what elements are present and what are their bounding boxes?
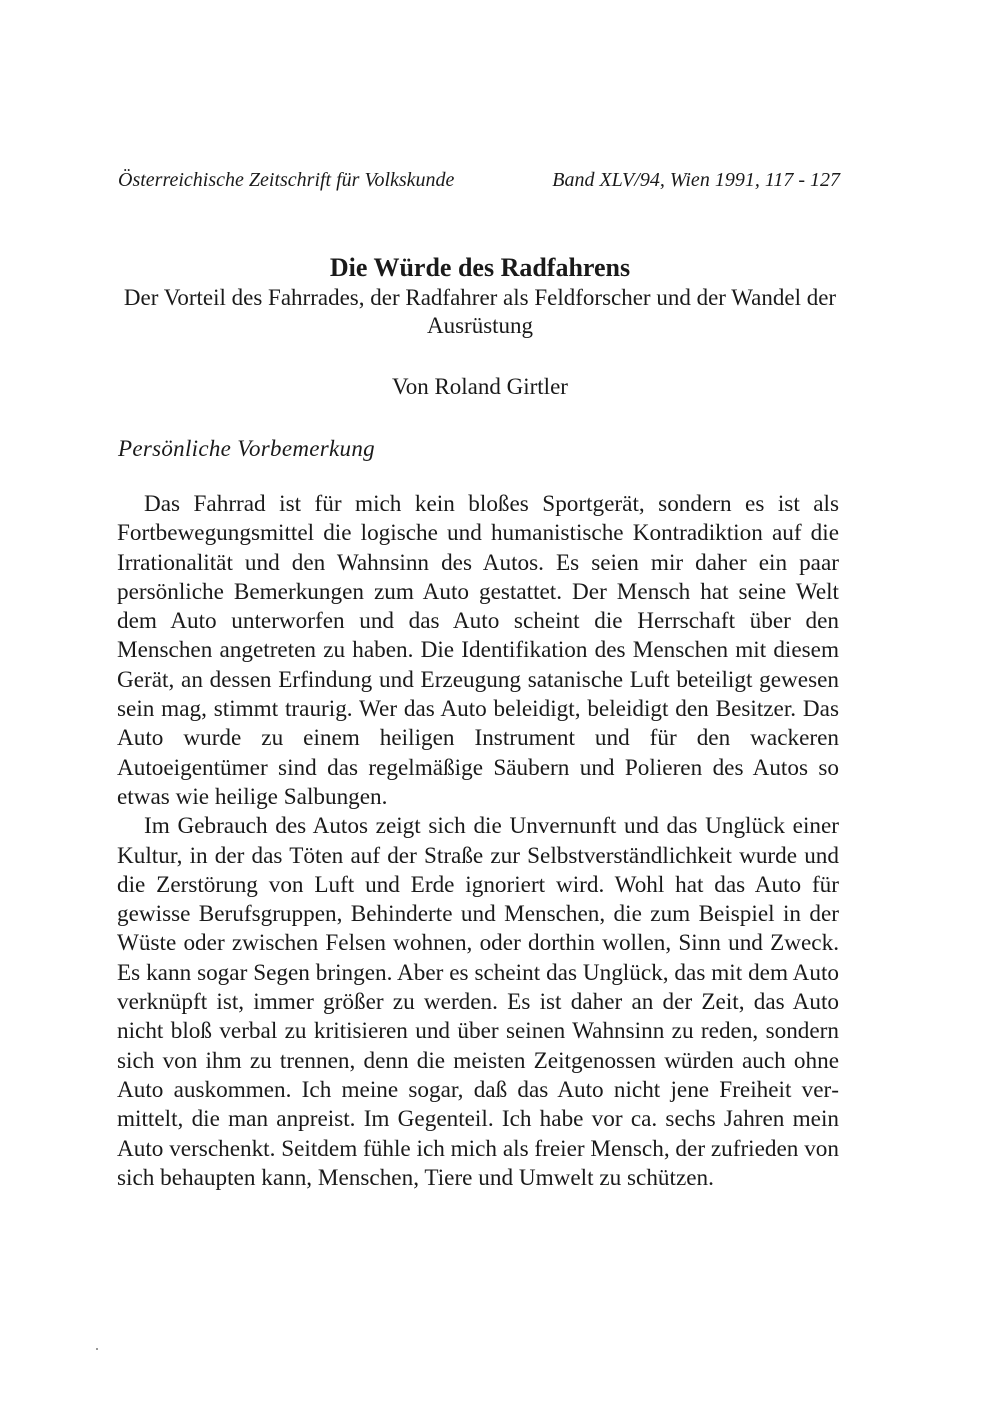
article-title: Die Würde des Radfahrens bbox=[329, 253, 631, 282]
journal-name: Österreichische Zeitschrift für Volkskunde bbox=[118, 169, 455, 191]
body-text bbox=[117, 490, 839, 1193]
paragraph: Im Gebrauch des Autos zeigt sich die Unvernunft und das Unglück einer Kultur, in der das Töten auf der Straße zur Selbstverständlichkeit wurde und die Zerstörung von Luft und Erde ignoriert wird. Wohl hat das Auto für gewisse Berufsgruppen, Behinderte und Menschen, die zum Beispiel in der Wüste oder zwischen Felsen wohnen, oder dorthin wollen, Sinn und Zweck. Es kann sogar Segen bringen. Aber es scheint das Unglück, das mit dem Auto verknüpft ist, immer größer zu werden. Es ist daher an der Zeit, das Auto nicht bloß verbal zu kritisieren und über seinen Wahnsinn zu reden, sondern sich von ihm zu trennen, denn die meisten Zeitgenossen würden auch ohne Auto auskommen. Ich meine sogar, daß das Auto nicht jene Freiheit vermittelt, die man anpreist. Im Gegenteil. Ich habe vor ca. sechs Jahren mein Auto verschenkt. Seitdem fühle ich mich als freier Mensch, der zufrieden von sich behaupten kann, Menschen, Tiere und Umwelt zu schützen. bbox=[117, 813, 839, 1191]
article-author: Von Roland Girtler bbox=[392, 374, 568, 399]
title-block bbox=[110, 252, 850, 340]
section-heading: Persönliche Vorbemerkung bbox=[118, 436, 375, 461]
running-head bbox=[118, 166, 840, 194]
issue-info: Band XLV/94, Wien 1991, 117 - 127 bbox=[552, 169, 840, 191]
scan-speck bbox=[96, 1348, 98, 1350]
article-subtitle: Der Vorteil des Fahrrades, der Radfahrer als Feldforscher und der Wandel der Ausrüstung bbox=[123, 285, 837, 338]
paragraph: Das Fahrrad ist für mich kein bloßes Sportgerät, sondern es ist als Fortbewegungsmittel die logische und humanistische Kontradiktion auf die Irrationalität und den Wahnsinn des Autos. Es seien mir daher ein paar persönliche Bemerkungen zum Auto gestattet. Der Mensch hat seine Welt dem Auto unterworfen und das Auto scheint die Herrschaft über den Menschen angetreten zu haben. Die Identifikation des Menschen mit diesem Gerät, an dessen Erfindung und Erzeugung satanische Luft beteiligt gewesen sein mag, stimmt traurig. Wer das Auto beleidigt, beleidigt den Besitzer. Das Auto wurde zu einem heiligen Instrument und für den wackeren Autoeigentümer sind das regelmäßige Säubern und Polieren des Autos so etwas wie heilige Salbungen. bbox=[117, 491, 839, 810]
